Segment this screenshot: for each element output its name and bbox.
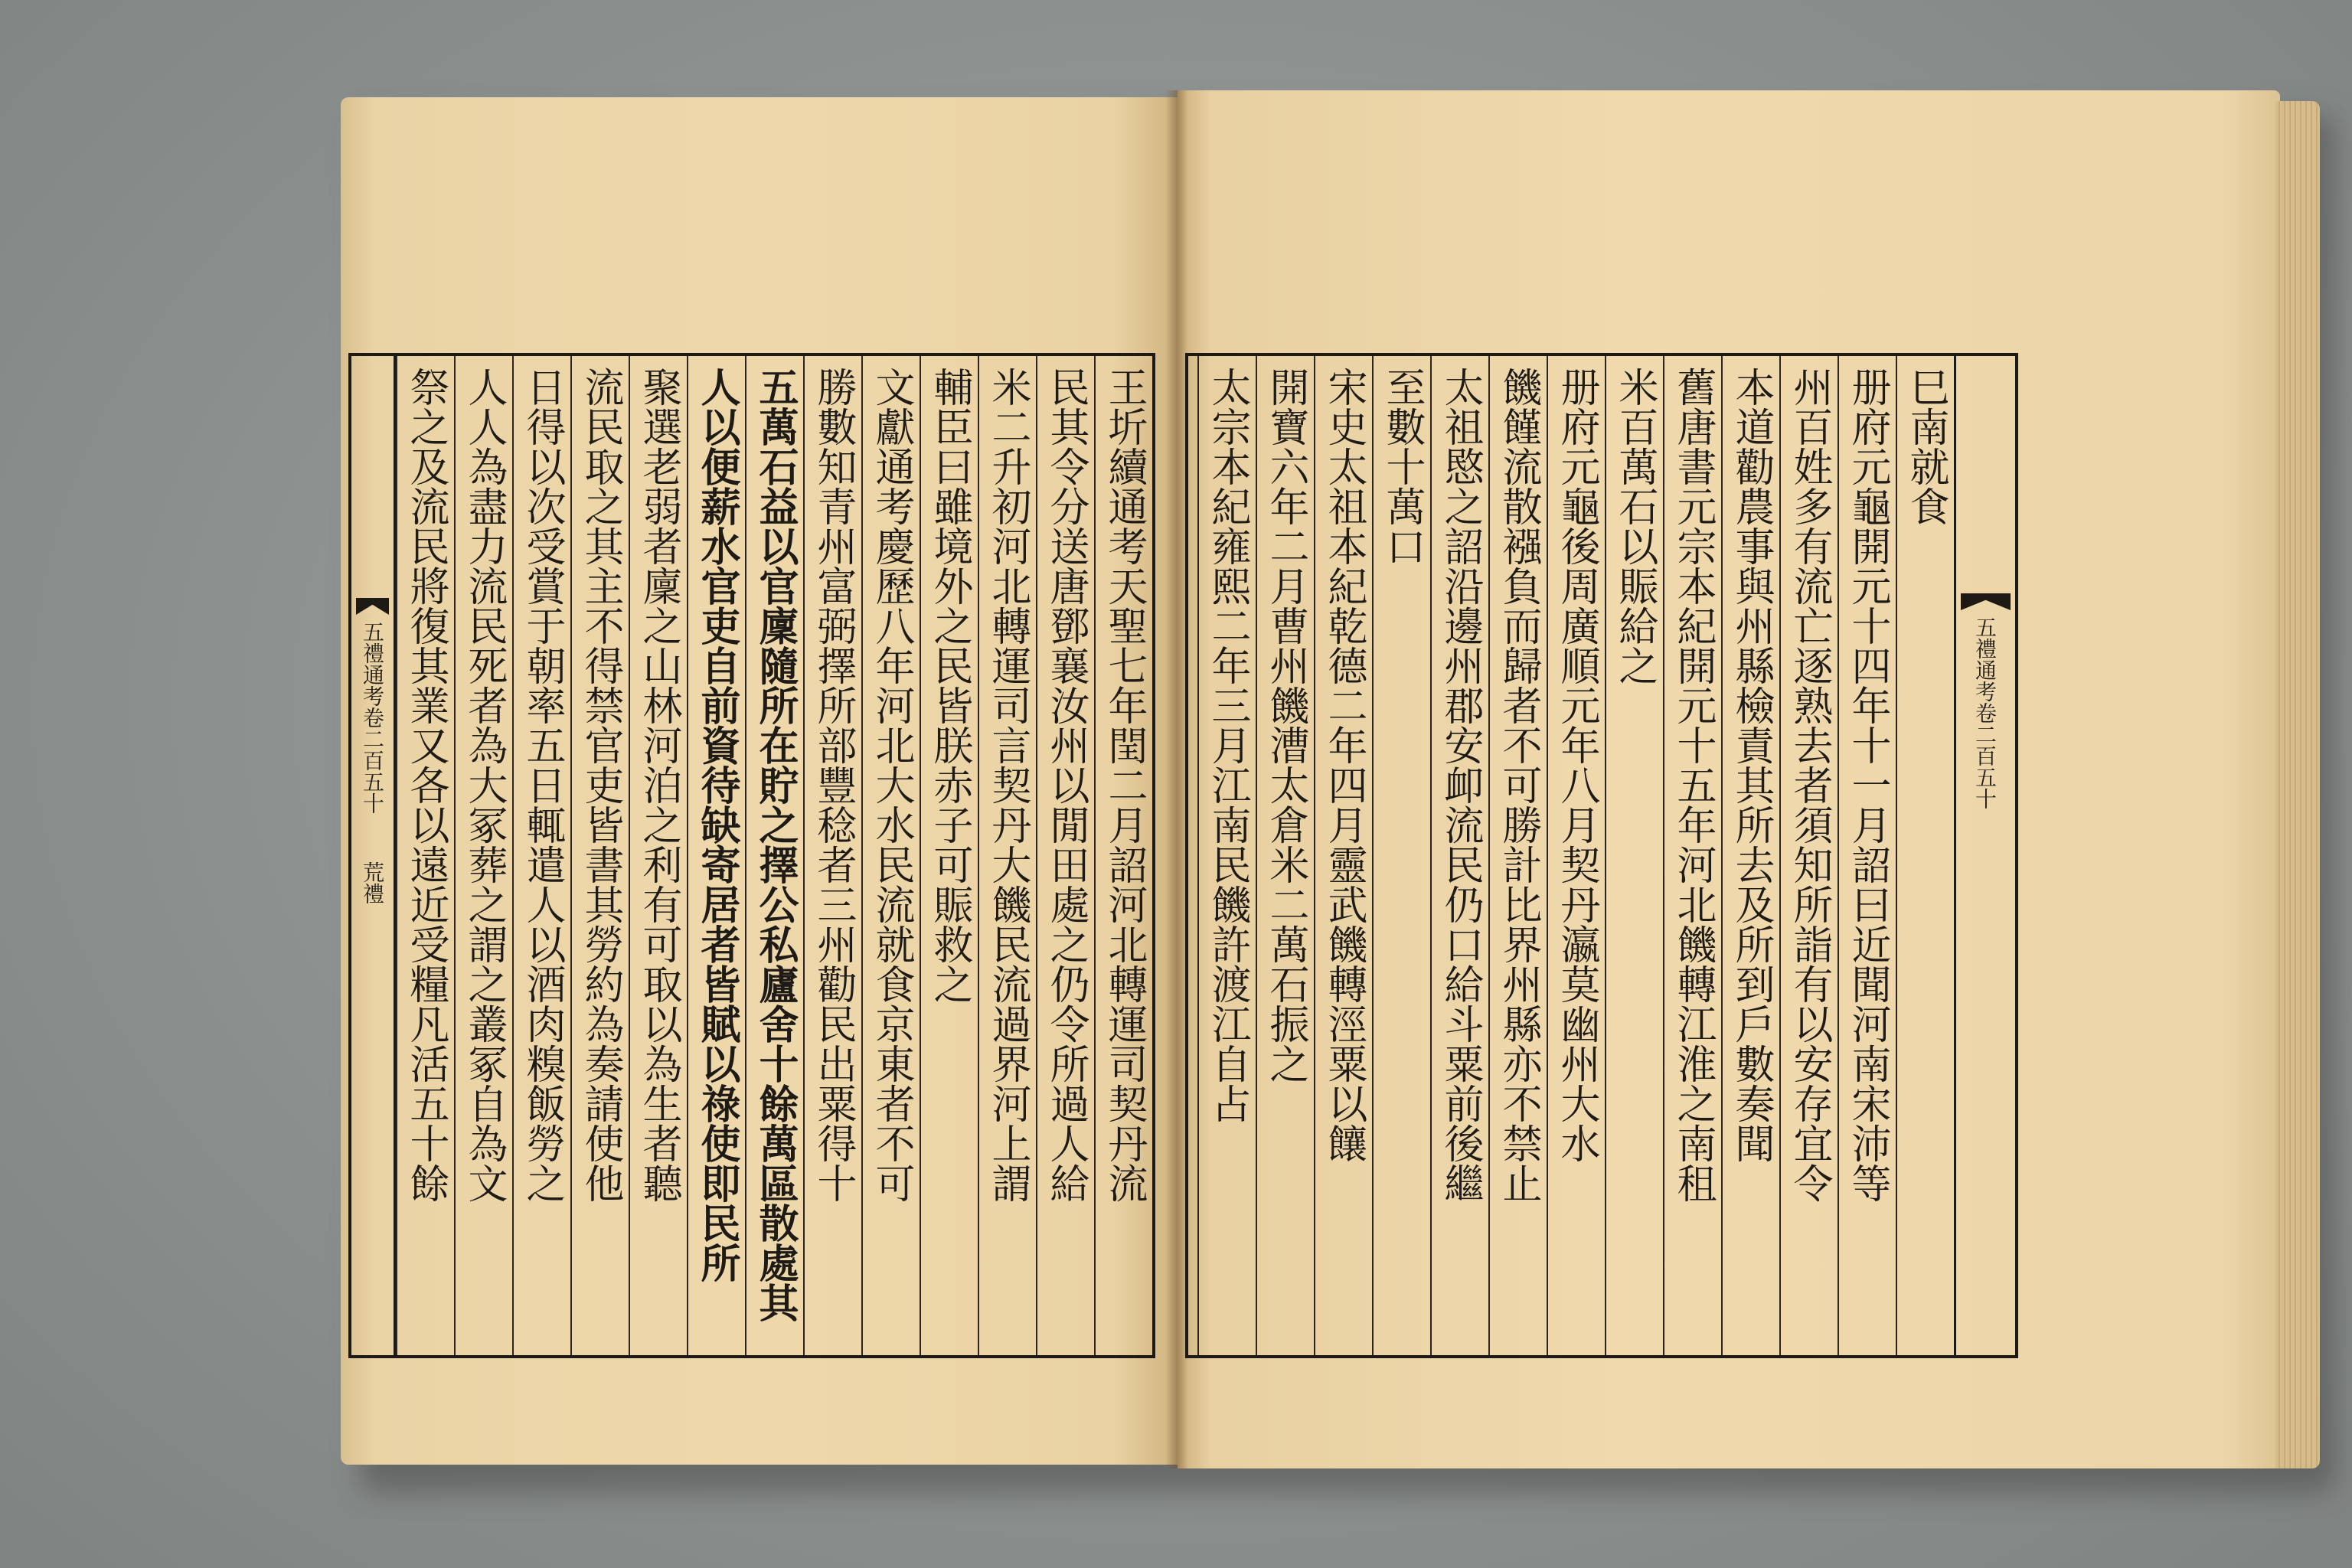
text-column: 饑饉流散襁負而歸者不可勝計比界州縣亦不禁止 — [1488, 356, 1547, 1355]
text-column: 人以便薪水官吏自前資待缺寄居者皆賦以祿使即民所 — [687, 356, 745, 1355]
text-column: 祭之及流民將復其業又各以遠近受糧凡活五十餘 — [396, 356, 454, 1355]
text-column: 人人為盡力流民死者為大冢葬之謂之叢冢自為文 — [454, 356, 512, 1355]
left-text-area — [396, 356, 1152, 1355]
text-column: 日得以次受賞于朝率五日輒遣人以酒肉糗飯勞之 — [512, 356, 570, 1355]
text-column: 太祖愍之詔沿邊州郡安卹流民仍口給斗粟前後繼 — [1430, 356, 1488, 1355]
text-column: 册府元龜後周廣順元年八月契丹瀛莫幽州大水 — [1547, 356, 1605, 1355]
text-column: 本道勸農事與州縣檢責其所去及所到戶數奏聞 — [1721, 356, 1779, 1355]
text-column: 米二升初河北轉運司言契丹大饑民流過界河上謂 — [978, 356, 1036, 1355]
text-column: 民其令分送唐鄧襄汝州以閒田處之仍令所過人給 — [1036, 356, 1094, 1355]
right-text-area — [1188, 356, 1954, 1355]
text-column: 册府元龜開元十四年十一月詔曰近聞河南宋沛等 — [1838, 356, 1896, 1355]
right-text-frame — [1185, 353, 2018, 1358]
left-text-frame — [348, 353, 1155, 1358]
text-column: 巳南就食 — [1896, 356, 1954, 1355]
text-column: 勝數知青州富弼擇所部豐稔者三州勸民出粟得十 — [803, 356, 861, 1355]
text-column: 舊唐書元宗本紀開元十五年河北饑轉江淮之南租 — [1663, 356, 1721, 1355]
text-column: 五萬石益以官廩隨所在貯之擇公私廬舍十餘萬區散處其 — [745, 356, 803, 1355]
text-column: 輔臣曰雖境外之民皆朕赤子可賑救之 — [920, 356, 978, 1355]
text-column: 聚選老弱者廩之山林河泊之利有可取以為生者聽 — [629, 356, 687, 1355]
text-column: 太宗本紀雍熙二年三月江南民饑許渡江自占 — [1197, 356, 1256, 1355]
fold-section: 荒禮 — [360, 861, 385, 904]
fold-column — [1954, 356, 2015, 1355]
page-edges — [2275, 101, 2320, 1468]
text-column: 宋史太祖本紀乾德二年四月靈武饑轉涇粟以饟 — [1314, 356, 1372, 1355]
text-column: 文獻通考慶歷八年河北大水民流就食京東者不可 — [861, 356, 920, 1355]
fold-title: 五禮通考卷二百五十 — [360, 621, 385, 814]
text-column: 開寶六年二月曹州饑漕太倉米二萬石振之 — [1256, 356, 1314, 1355]
fish-tail-mark — [1961, 593, 2011, 610]
text-column: 至數十萬口 — [1372, 356, 1430, 1355]
text-column: 王圻續通考天聖七年閏二月詔河北轉運司契丹流 — [1094, 356, 1152, 1355]
fold-title: 五禮通考卷二百五十 — [1972, 616, 1998, 809]
text-column: 州百姓多有流亡逐熟去者須知所詣有以安存宜令 — [1779, 356, 1838, 1355]
text-column: 流民取之其主不得禁官吏皆書其勞約為奏請使他 — [570, 356, 629, 1355]
fold-column — [351, 356, 396, 1355]
text-column: 米百萬石以賑給之 — [1605, 356, 1663, 1355]
fish-tail-mark — [356, 598, 389, 615]
